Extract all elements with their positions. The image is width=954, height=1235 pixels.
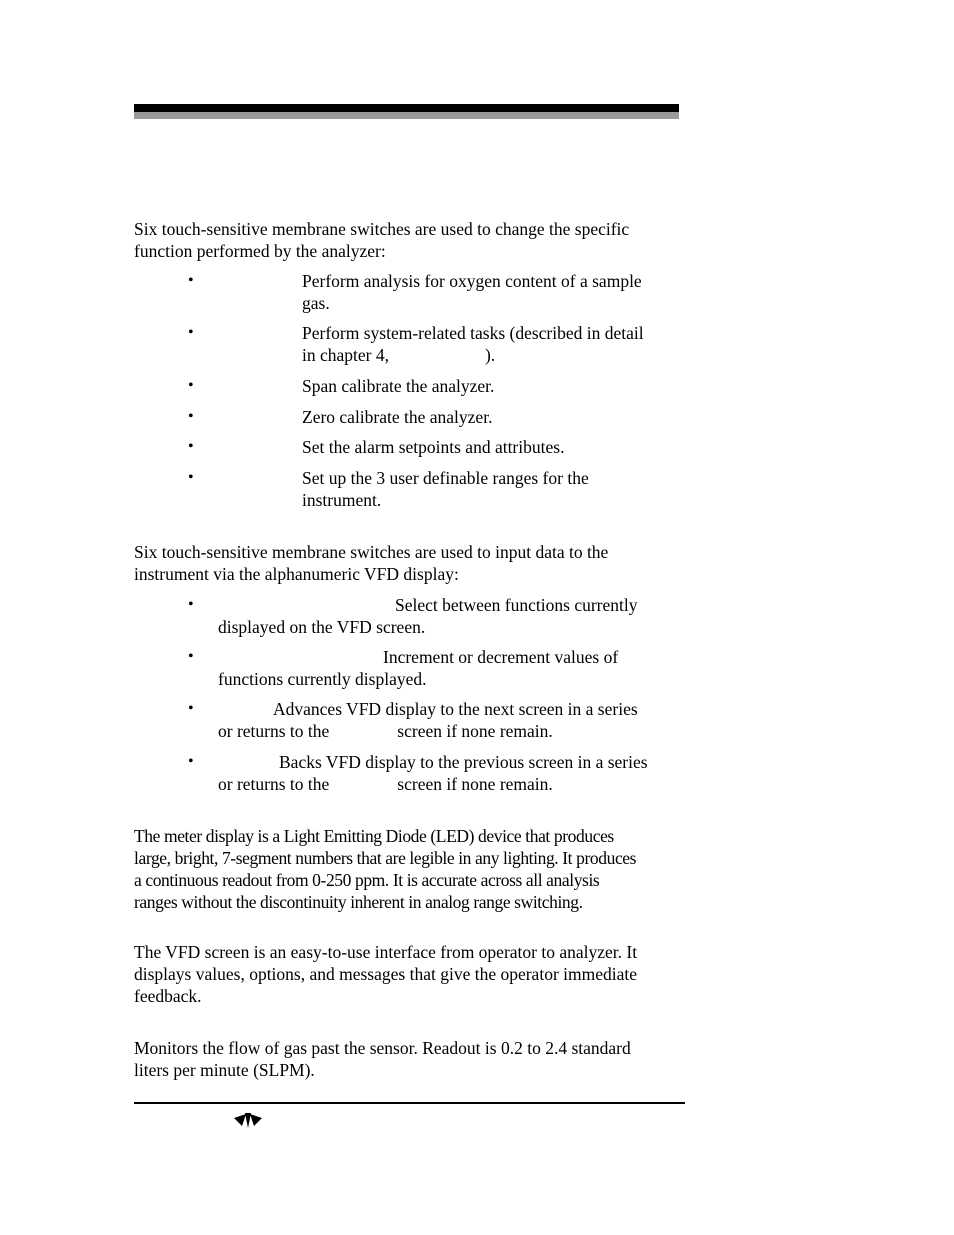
data-item-increment: Increment or decrement values of functions currently displayed. — [218, 647, 619, 689]
function-item-system: Perform system-related tasks (described in detail in chapter 4, ). — [302, 323, 644, 365]
function-item-analyze: Perform analysis for oxygen content of a sample gas. — [302, 271, 642, 313]
flowmeter-description: Monitors the flow of gas past the sensor. Readout is 0.2 to 2.4 standard liters per minute (SLPM). — [134, 1038, 631, 1080]
bullet: • — [188, 438, 194, 455]
function-item-alarms: Set the alarm setpoints and attributes. — [302, 437, 565, 457]
bullet: • — [188, 753, 194, 770]
bullet: • — [188, 408, 194, 425]
data-keys-intro: Six touch-sensitive membrane switches are used to input data to the instrument via the alphanumeric VFD display: — [134, 542, 609, 584]
bullet: • — [188, 700, 194, 717]
data-item-select: Select between functions currently displayed on the VFD screen. — [218, 595, 638, 637]
function-keys-intro: Six touch-sensitive membrane switches are used to change the specific function performed by the analyzer: — [134, 219, 630, 261]
bullet: • — [188, 648, 194, 665]
data-item-enter: Advances VFD display to the next screen in a series or returns to the screen if none remain. — [218, 699, 638, 741]
bullet: • — [188, 596, 194, 613]
data-item-escape: Backs VFD display to the previous screen in a series or returns to the screen if none remain. — [218, 752, 648, 794]
vfd-screen-description: The VFD screen is an easy-to-use interface from operator to analyzer. It displays values, options, and messages that give the operator immediate feedback. — [134, 942, 638, 1006]
bullet: • — [188, 469, 194, 486]
function-item-zero: Zero calibrate the analyzer. — [302, 407, 493, 427]
footer-rule — [134, 1102, 685, 1104]
meter-display-description: The meter display is a Light Emitting Diode (LED) device that produces large, bright, 7-segment numbers that are legible in any lighting. It produces a continuous readout from 0-250 ppm. It is accurate across all analysis ranges without the discontinuity inherent in analog range switching. — [134, 826, 637, 912]
function-item-span: Span calibrate the analyzer. — [302, 376, 495, 396]
bullet: • — [188, 324, 194, 341]
function-item-range: Set up the 3 user definable ranges for the instrument. — [302, 468, 589, 510]
bullet: • — [188, 377, 194, 394]
header-rule — [134, 104, 679, 112]
bullet: • — [188, 272, 194, 289]
teledyne-logo-icon — [232, 1110, 264, 1130]
header-rule-shadow — [134, 112, 679, 119]
